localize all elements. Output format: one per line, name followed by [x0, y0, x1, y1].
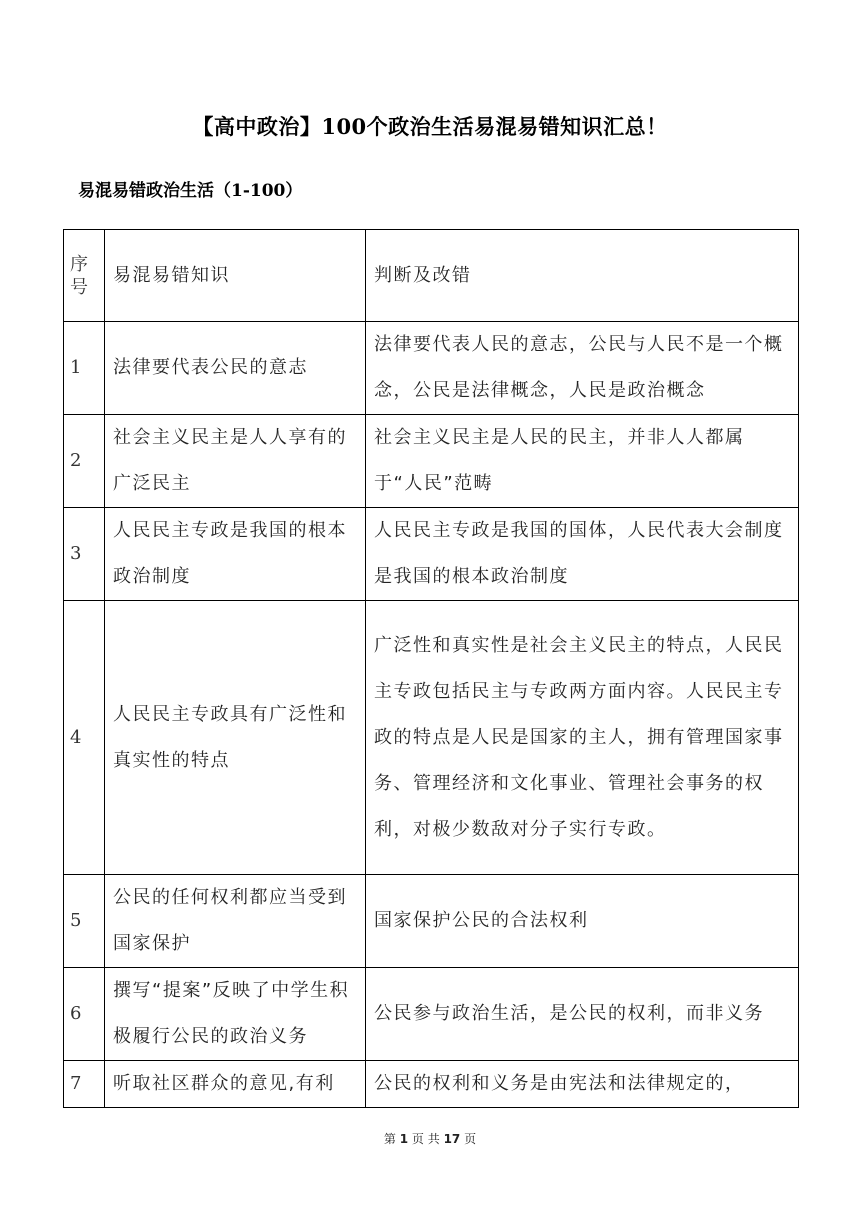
- table-row: [64, 415, 799, 508]
- table-row: [64, 601, 799, 875]
- footer-page-number: 1: [399, 1132, 409, 1146]
- row-index: 5: [64, 875, 105, 968]
- knowledge-table: [63, 229, 799, 1108]
- page-footer: [0, 1130, 860, 1147]
- row-index: 4: [64, 601, 105, 875]
- row-knowledge: 撰写“提案”反映了中学生积极履行公民的政治义务: [105, 968, 366, 1061]
- row-knowledge: 公民的任何权利都应当受到国家保护: [105, 875, 366, 968]
- footer-suffix: 页: [464, 1132, 477, 1146]
- row-index: 6: [64, 968, 105, 1061]
- row-correction: 社会主义民主是人民的民主，并非人人都属于“人民”范畴: [366, 415, 799, 508]
- row-knowledge: 社会主义民主是人人享有的广泛民主: [105, 415, 366, 508]
- row-knowledge: 法律要代表公民的意志: [105, 322, 366, 415]
- row-correction: 公民参与政治生活，是公民的权利，而非义务: [366, 968, 799, 1061]
- row-index: 7: [64, 1061, 105, 1108]
- footer-total-pages: 17: [443, 1132, 461, 1146]
- row-index: 3: [64, 508, 105, 601]
- table-row: [64, 1061, 799, 1108]
- row-correction: 广泛性和真实性是社会主义民主的特点，人民民主专政包括民主与专政两方面内容。人民民主专政的特点是人民是国家的主人，拥有管理国家事务、管理经济和文化事业、管理社会事务的权利，对极少数敌对分子实行专政。: [366, 601, 799, 875]
- row-knowledge: 人民民主专政是我国的根本政治制度: [105, 508, 366, 601]
- table-row: [64, 875, 799, 968]
- row-knowledge: 听取社区群众的意见,有利: [105, 1061, 366, 1108]
- row-correction: 公民的权利和义务是由宪法和法律规定的，: [366, 1061, 799, 1108]
- row-correction: 人民民主专政是我国的国体，人民代表大会制度是我国的根本政治制度: [366, 508, 799, 601]
- row-correction: 法律要代表人民的意志，公民与人民不是一个概念，公民是法律概念，人民是政治概念: [366, 322, 799, 415]
- table-header-row: [64, 230, 799, 322]
- row-index: 1: [64, 322, 105, 415]
- row-knowledge: 人民民主专政具有广泛性和真实性的特点: [105, 601, 366, 875]
- footer-middle: 页 共: [411, 1132, 440, 1146]
- table-row: [64, 322, 799, 415]
- row-correction: 国家保护公民的合法权利: [366, 875, 799, 968]
- footer-prefix: 第: [383, 1132, 396, 1146]
- table-row: [64, 508, 799, 601]
- header-index: 序号: [64, 230, 105, 322]
- table-row: [64, 968, 799, 1061]
- row-index: 2: [64, 415, 105, 508]
- header-correction: 判断及改错: [366, 230, 799, 322]
- header-knowledge: 易混易错知识: [105, 230, 366, 322]
- section-subtitle: 易混易错政治生活（1-100）: [78, 181, 303, 201]
- document-title: 【高中政治】100个政治生活易混易错知识汇总！: [192, 114, 668, 139]
